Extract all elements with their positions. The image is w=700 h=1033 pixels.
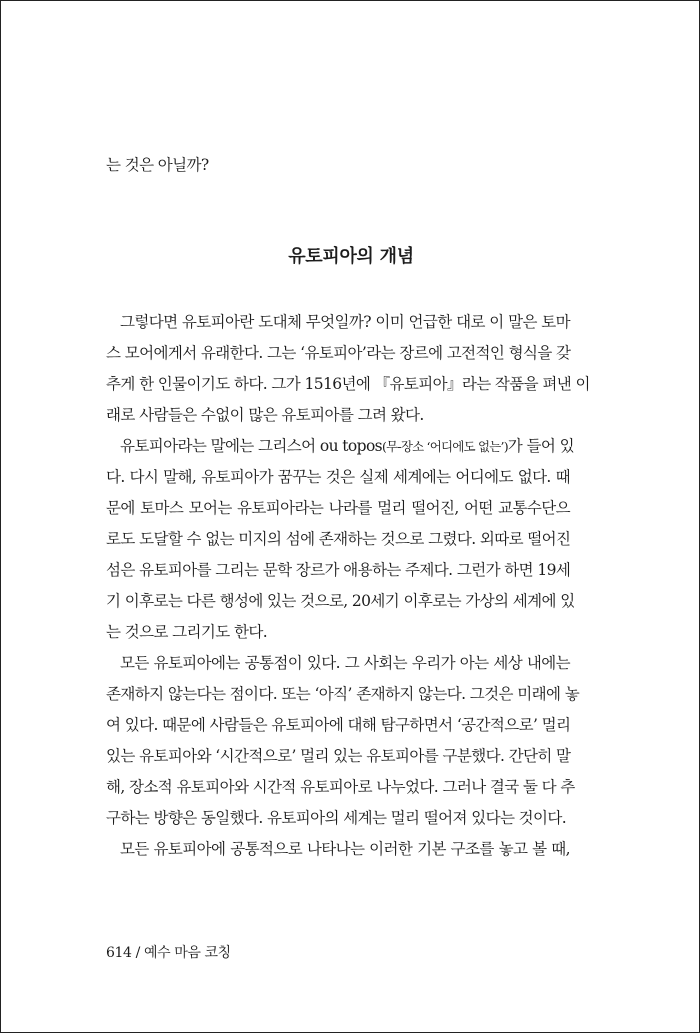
paragraph-line: 래로 사람들은 수없이 많은 유토피아를 그려 왔다. bbox=[106, 406, 424, 424]
paragraph-line: 스 모어에게서 유래한다. 그는 ‘유토피아’라는 장르에 고전적인 형식을 갖 bbox=[106, 344, 571, 362]
paragraph-line: 섬은 유토피아를 그리는 문학 장르가 애용하는 주제다. 그런가 하면 19세 bbox=[106, 561, 571, 579]
paragraph-line: 구하는 방향은 동일했다. 유토피아의 세계는 멀리 떨어져 있다는 것이다. bbox=[106, 809, 567, 827]
gloss-text: (무-장소 ‘어디에도 없는’) bbox=[382, 439, 508, 454]
paragraph-line: 여 있다. 때문에 사람들은 유토피아에 대해 탐구하면서 ‘공간적으로’ 멀리 bbox=[106, 716, 571, 734]
section-title: 유토피아의 개념 bbox=[288, 246, 414, 267]
paragraph-line: 존재하지 않는다는 점이다. 또는 ‘아직’ 존재하지 않는다. 그것은 미래에 놓 bbox=[106, 685, 580, 703]
paragraph-line: 모든 유토피아에 공통적으로 나타나는 이러한 기본 구조를 놓고 볼 때, bbox=[120, 840, 570, 858]
line-text: 유토피아라는 말에는 그리스어 ou topos bbox=[120, 437, 383, 455]
paragraph-line: 모든 유토피아에는 공통점이 있다. 그 사회는 우리가 아는 세상 내에는 bbox=[120, 654, 570, 672]
paragraph-line: 있는 유토피아와 ‘시간적으로’ 멀리 있는 유토피아를 구분했다. 간단히 말 bbox=[106, 747, 571, 765]
paragraph-line: 해, 장소적 유토피아와 시간적 유토피아로 나누었다. 그러나 결국 둘 다 추 bbox=[106, 778, 575, 796]
page-footer-folio: 614 / 예수 마음 코칭 bbox=[106, 945, 231, 961]
continuation-line: 는 것은 아닐까? bbox=[106, 156, 209, 174]
paragraph-line: 추게 한 인물이기도 하다. 그가 1516년에 『유토피아』라는 작품을 펴낸 이 bbox=[106, 375, 590, 393]
paragraph-line: 기 이후로는 다른 행성에 있는 것으로, 20세기 이후로는 가상의 세계에 있 bbox=[106, 592, 575, 610]
paragraph-line: 다. 다시 말해, 유토피아가 꿈꾸는 것은 실제 세계에는 어디에도 없다. 때 bbox=[106, 468, 570, 486]
paragraph-line: 는 것으로 그리기도 한다. bbox=[106, 623, 268, 641]
line-text: 가 들어 있 bbox=[507, 437, 574, 455]
paragraph-line: 문에 토마스 모어는 유토피아라는 나라를 멀리 떨어진, 어떤 교통수단으 bbox=[106, 499, 570, 517]
paragraph-line: 그렇다면 유토피아란 도대체 무엇일까? 이미 언급한 대로 이 말은 토마 bbox=[120, 313, 570, 331]
paragraph-line bbox=[120, 437, 574, 455]
paragraph-line: 로도 도달할 수 없는 미지의 섬에 존재하는 것으로 그렸다. 외따로 떨어진 bbox=[106, 530, 571, 548]
